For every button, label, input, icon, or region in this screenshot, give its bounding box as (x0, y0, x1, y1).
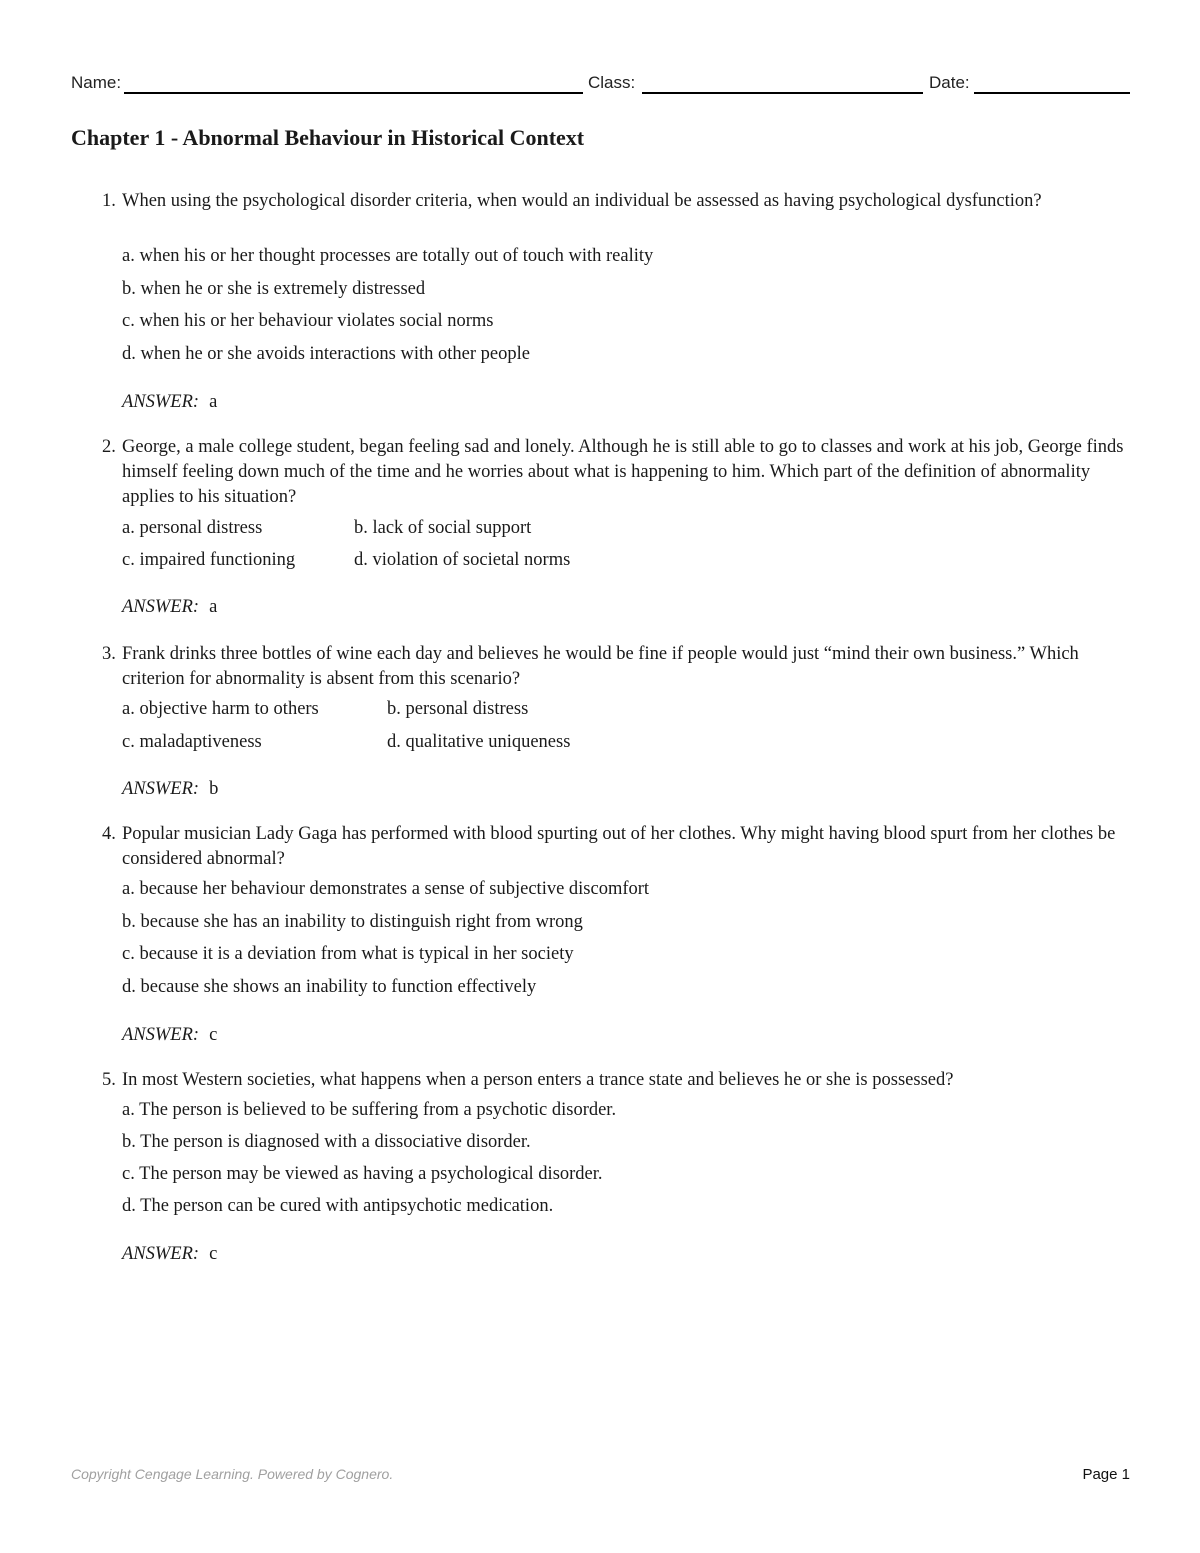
option-d: d. because she shows an inability to function effectively (122, 977, 537, 997)
question-stem: Popular musician Lady Gaga has performed with blood spurting out of her clothes. Why might having blood spurt from her clothes be considered abnormal? (122, 824, 1116, 869)
option-a: a. The person is believed to be suffering from a psychotic disorder. (122, 1100, 617, 1120)
question-stem: Frank drinks three bottles of wine each day and believes he would be fine if people would just “mind their own business.” Which criterion for abnormality is absent from this scenario? (122, 644, 1079, 689)
class-blank-line (642, 92, 923, 94)
option-c: c. because it is a deviation from what is typical in her society (122, 944, 574, 964)
answer-value: c (209, 1025, 218, 1045)
chapter-title: Chapter 1 - Abnormal Behaviour in Historical Context (71, 125, 585, 150)
option-c: c. when his or her behaviour violates social norms (122, 311, 494, 331)
footer-copyright: Copyright Cengage Learning. Powered by Cognero. (71, 1466, 394, 1482)
option-b: b. when he or she is extremely distressed (122, 279, 426, 299)
name-label: Name: (71, 73, 122, 92)
date-blank-line (974, 92, 1130, 94)
answer-line: ANSWER: a (122, 392, 218, 412)
option-d: d. when he or she avoids interactions with other people (122, 344, 530, 364)
question-number: 1. (102, 191, 116, 211)
question-stem: When using the psychological disorder criteria, when would an individual be assessed as having psychological dysfunction? (122, 191, 1042, 211)
answer-line: ANSWER: c (122, 1244, 218, 1264)
answer-value: c (209, 1244, 218, 1264)
footer-page-number: Page 1 (1082, 1466, 1130, 1483)
option-d: d. violation of societal norms (354, 550, 571, 570)
answer-line: ANSWER: c (122, 1025, 218, 1045)
option-a: a. because her behaviour demonstrates a sense of subjective discomfort (122, 879, 650, 899)
question-stem: George, a male college student, began feeling sad and lonely. Although he is still able to go to classes and work at his job, George finds himself feeling down much of the time and he worries about what is happening to him. Which part of the definition of abnormality applies to his situation? (122, 437, 1124, 507)
class-label: Class: (588, 73, 636, 92)
date-label: Date: (929, 73, 970, 92)
question-4 (102, 822, 1132, 1052)
question-number: 4. (102, 824, 116, 844)
answer-line: ANSWER: b (122, 779, 219, 799)
option-b: b. The person is diagnosed with a dissociative disorder. (122, 1132, 531, 1152)
answer-value: b (209, 779, 219, 799)
option-a: a. objective harm to others (122, 699, 319, 719)
option-c: c. impaired functioning (122, 550, 296, 570)
question-5 (102, 1068, 1132, 1273)
option-c: c. The person may be viewed as having a psychological disorder. (122, 1164, 603, 1184)
question-number: 2. (102, 437, 116, 457)
option-c: c. maladaptiveness (122, 732, 262, 752)
option-b: b. because she has an inability to distinguish right from wrong (122, 912, 583, 932)
question-stem: In most Western societies, what happens when a person enters a trance state and believes he or she is possessed? (122, 1070, 954, 1090)
question-number: 3. (102, 644, 116, 664)
answer-value: a (209, 392, 218, 412)
answer-line: ANSWER: a (122, 597, 218, 617)
question-3 (102, 642, 1132, 807)
option-b: b. lack of social support (354, 518, 532, 538)
option-a: a. when his or her thought processes are totally out of touch with reality (122, 246, 654, 266)
question-1 (102, 189, 1132, 419)
name-blank-line (124, 92, 583, 94)
answer-value: a (209, 597, 218, 617)
option-b: b. personal distress (387, 699, 529, 719)
option-d: d. The person can be cured with antipsychotic medication. (122, 1196, 554, 1216)
header-fields (71, 72, 1130, 96)
question-number: 5. (102, 1070, 116, 1090)
question-2 (102, 435, 1132, 625)
option-a: a. personal distress (122, 518, 263, 538)
option-d: d. qualitative uniqueness (387, 732, 571, 752)
